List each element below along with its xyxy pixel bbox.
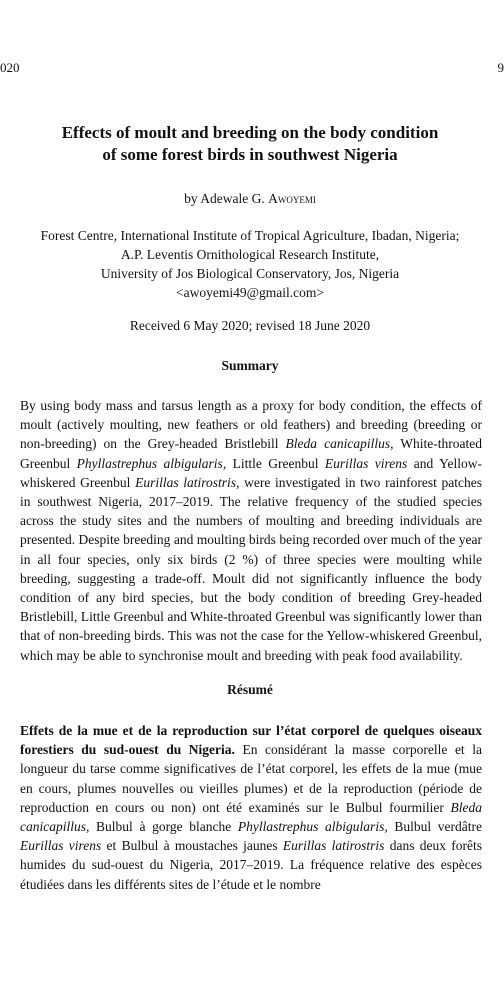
species-name: Eurillas latirostris	[135, 474, 237, 490]
species-name: Phyllastrephus albigularis	[237, 819, 385, 835]
author-line	[0, 191, 500, 207]
text-run: By using body mass and tarsus length as a proxy for body condition, the effects of moult (actively moulting, new feathers or old feathers) and breeding (breeding or non-breeding) on the Grey-headed Bristlebill	[20, 398, 482, 452]
text-run: , Bulbul verdâtre	[384, 819, 482, 835]
affiliation-line: University of Jos Biological Conservatory, Jos, Nigeria	[100, 266, 400, 281]
bold-lead: Effets de la mue et de la reproduction sur l’état corporel de quelques oiseaux forestiers du sud-ouest du Nigeria.	[20, 723, 482, 758]
resume-paragraph	[20, 721, 482, 894]
text-run: dans deux forêts humides du sud-ouest du Nigeria, 2017–2019. La fréquence relative des espèces étudiées dans les différents sites de l’étude et le nombre	[20, 838, 483, 892]
title-line-2: of some forest birds in southwest Nigeria	[102, 145, 398, 164]
affiliation-line: A.P. Leventis Ornithological Research Institute,	[120, 247, 380, 262]
title-line-1: Effects of moult and breeding on the body condition	[61, 123, 439, 142]
species-name: Eurillas virens	[324, 455, 408, 471]
species-name: Eurillas virens	[20, 838, 102, 854]
species-name: Bleda canicapillus	[285, 436, 391, 452]
affiliation-block	[0, 226, 500, 302]
resume-heading: Résumé	[227, 682, 273, 697]
summary-paragraph	[20, 396, 482, 665]
text-run: , White-throated Greenbul	[20, 436, 483, 471]
summary-heading: Summary	[221, 358, 279, 373]
page-number-right: 9	[497, 60, 504, 75]
text-run: and Yellow-whiskered Greenbul	[20, 455, 482, 490]
text-run: , Little Greenbul	[222, 455, 325, 471]
author-email[interactable]: <awoyemi49@gmail.com>	[175, 285, 324, 300]
author-surname: Awoyemi	[268, 191, 316, 206]
article-title	[0, 122, 500, 166]
author-prefix: by Adewale G.	[184, 191, 269, 206]
text-run: En considérant la masse corporelle et la longueur du tarse comme significatives de l’état corporel, les effets de la mue (mue en cours, plumes nouvelles ou vieilles plumes) et de la reproduction (période de reproduction en cours ou non) ont été examinés sur le Bulbul fourmilier	[20, 742, 482, 815]
species-name: Phyllastrephus albigularis	[76, 455, 223, 471]
species-name: Eurillas latirostris	[282, 838, 385, 854]
text-run: , were investigated in two rainforest patches in southwest Nigeria, 2017–2019. The relative frequency of the studied species across the study sites and the numbers of moulting and breeding individuals are presented. Despite breeding and moulting birds being recorded over much of the year in all four species, only six birds (2 %) of three species were moulting while breeding, suggesting a trade-off. Moult did not significantly influence the body condition of any bird species, but the body condition of breeding Grey-headed Bristlebill, Little Greenbul and White-throated Greenbul was significantly lower than that of non-breeding birds. This was not the case for the Yellow-whiskered Greenbul, which may be able to synchronise moult and breeding with peak food availability.	[20, 474, 482, 663]
page-number-left: 020	[0, 60, 20, 75]
species-name: Bleda canicapillus	[20, 799, 482, 835]
text-run: , Bulbul à gorge blanche	[86, 819, 238, 835]
received-dates: Received 6 May 2020; revised 18 June 2020	[129, 318, 371, 333]
text-run: et Bulbul à moustaches jaunes	[101, 838, 283, 854]
affiliation-line: Forest Centre, International Institute of Tropical Agriculture, Ibadan, Nigeria;	[40, 228, 460, 243]
